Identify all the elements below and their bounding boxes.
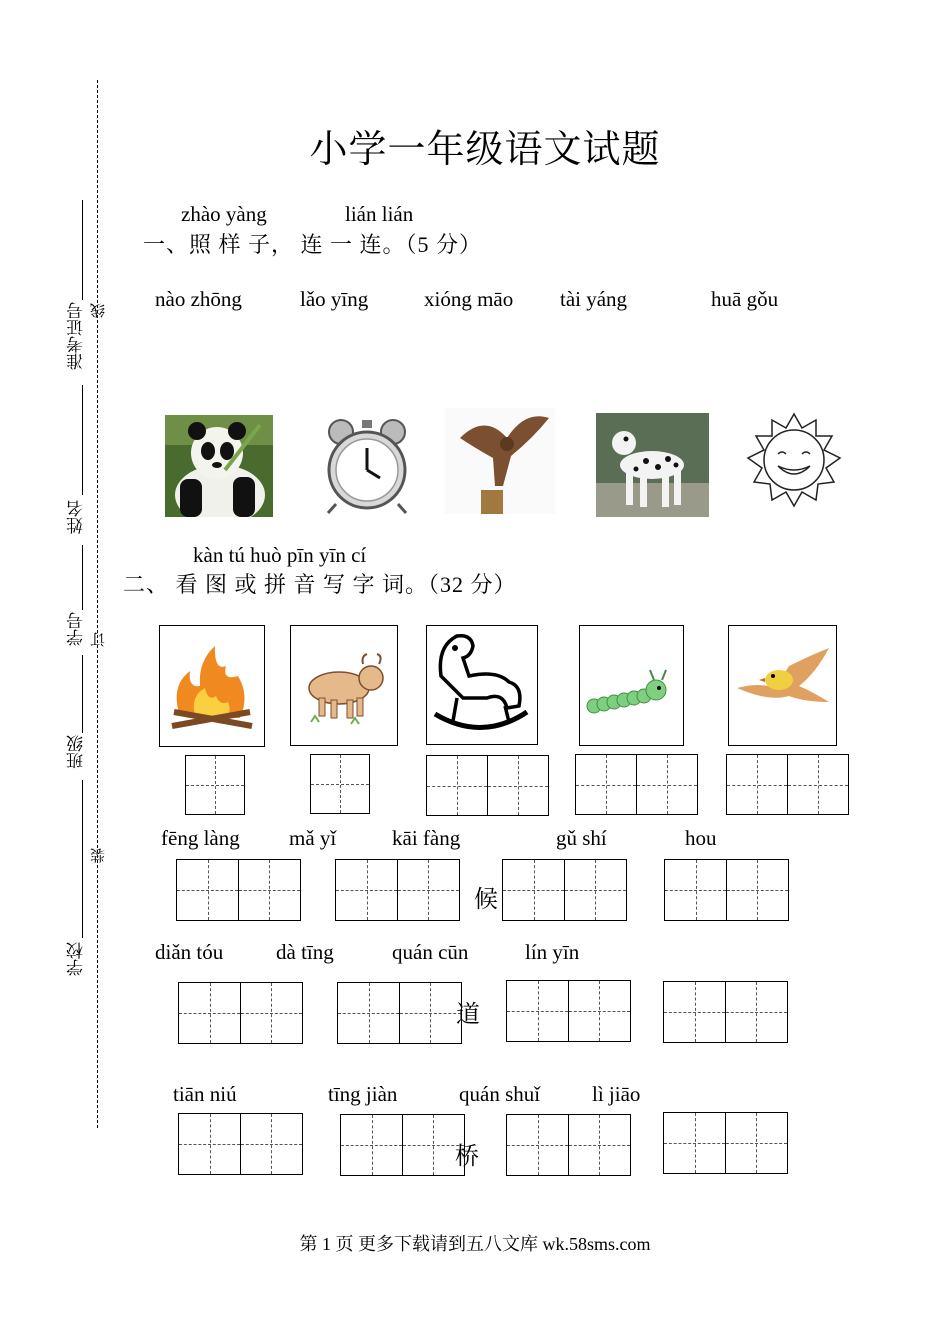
section2-heading: 二、 看 图 或 拼 音 写 字 词。（32 分） — [123, 572, 517, 597]
pinyin-word: lì jiāo — [592, 1082, 641, 1106]
pinyin-hint: lián lián — [345, 202, 414, 226]
pinyin-word: hou — [685, 826, 717, 850]
sidebar-student-no-label: 学号 — [67, 612, 86, 646]
answer-grid[interactable] — [506, 1114, 631, 1176]
answer-grid[interactable] — [335, 859, 460, 921]
pinyin-hint: zhào yàng — [181, 202, 267, 226]
answer-grid[interactable] — [340, 1114, 465, 1176]
pinyin-hint: kàn tú huò pīn yīn cí — [193, 543, 367, 567]
answer-grid[interactable] — [664, 859, 789, 921]
bird-image — [729, 626, 835, 744]
picture-frame — [290, 625, 398, 746]
section1-heading: 一、照 样 子， 连 一 连。（5 分） — [143, 232, 483, 257]
ox-image — [291, 626, 396, 744]
match-word: nào zhōng — [155, 287, 242, 311]
rocking-horse-image — [427, 626, 536, 743]
answer-grid[interactable] — [176, 859, 301, 921]
given-character: 桥 — [455, 1142, 479, 1170]
picture-frame — [579, 625, 684, 746]
pinyin-word: lín yīn — [525, 940, 580, 964]
pinyin-word: gǔ shí — [556, 826, 607, 850]
answer-grid[interactable] — [506, 980, 631, 1042]
pinyin-word: fēng làng — [161, 826, 240, 850]
answer-grid[interactable] — [178, 982, 303, 1044]
given-character: 道 — [456, 1000, 480, 1028]
sidebar-blank-line — [82, 545, 83, 610]
eagle-image — [445, 408, 555, 514]
sidebar-blank-line — [82, 780, 83, 938]
answer-grid[interactable] — [310, 754, 370, 814]
given-character: 候 — [474, 885, 498, 913]
answer-grid[interactable] — [426, 755, 549, 816]
picture-frame — [728, 625, 837, 746]
page-footer: 第 1 页 更多下载请到五八文库 wk.58sms.com — [299, 1234, 651, 1254]
pinyin-word: quán shuǐ — [459, 1082, 541, 1106]
answer-grid[interactable] — [502, 859, 627, 921]
binding-mark-pack: 装 — [91, 848, 107, 863]
sidebar-blank-line — [82, 655, 83, 733]
sidebar-exam-id-label: 准考证号 — [67, 302, 86, 370]
alarm-clock-image — [316, 418, 418, 514]
picture-frame — [426, 625, 538, 745]
sidebar-school-label: 学校 — [67, 942, 86, 976]
caterpillar-image — [580, 626, 682, 744]
sidebar-blank-line — [82, 385, 83, 495]
answer-grid[interactable] — [185, 755, 245, 815]
panda-image — [165, 415, 273, 517]
answer-grid[interactable] — [575, 754, 698, 815]
pinyin-word: quán cūn — [392, 940, 469, 964]
binding-dashed-line — [97, 80, 98, 1128]
sidebar-name-label: 姓名 — [67, 500, 86, 534]
pinyin-word: mǎ yǐ — [289, 826, 337, 850]
sidebar-blank-line — [82, 200, 83, 300]
answer-grid[interactable] — [663, 1112, 788, 1174]
pinyin-word: tīng jiàn — [328, 1082, 398, 1106]
match-word: lǎo yīng — [300, 287, 369, 311]
match-word: tài yáng — [560, 287, 628, 311]
match-word: huā gǒu — [711, 287, 779, 311]
pinyin-word: diǎn tóu — [155, 940, 224, 964]
answer-grid[interactable] — [178, 1113, 303, 1175]
answer-grid[interactable] — [726, 754, 849, 815]
match-word: xióng māo — [424, 287, 514, 311]
answer-grid[interactable] — [337, 982, 462, 1044]
binding-mark-bind: 订 — [91, 632, 107, 647]
answer-grid[interactable] — [663, 981, 788, 1043]
sun-image — [744, 412, 844, 508]
sidebar-class-label: 班级 — [67, 735, 86, 769]
binding-mark-line: 线 — [91, 303, 107, 318]
page-title: 小学一年级语文试题 — [309, 127, 661, 171]
picture-frame — [159, 625, 265, 747]
fire-image — [160, 626, 263, 745]
spotted-dog-image — [596, 413, 709, 517]
pinyin-word: tiān niú — [173, 1082, 237, 1106]
pinyin-word: dà tīng — [276, 940, 334, 964]
pinyin-word: kāi fàng — [392, 826, 461, 850]
